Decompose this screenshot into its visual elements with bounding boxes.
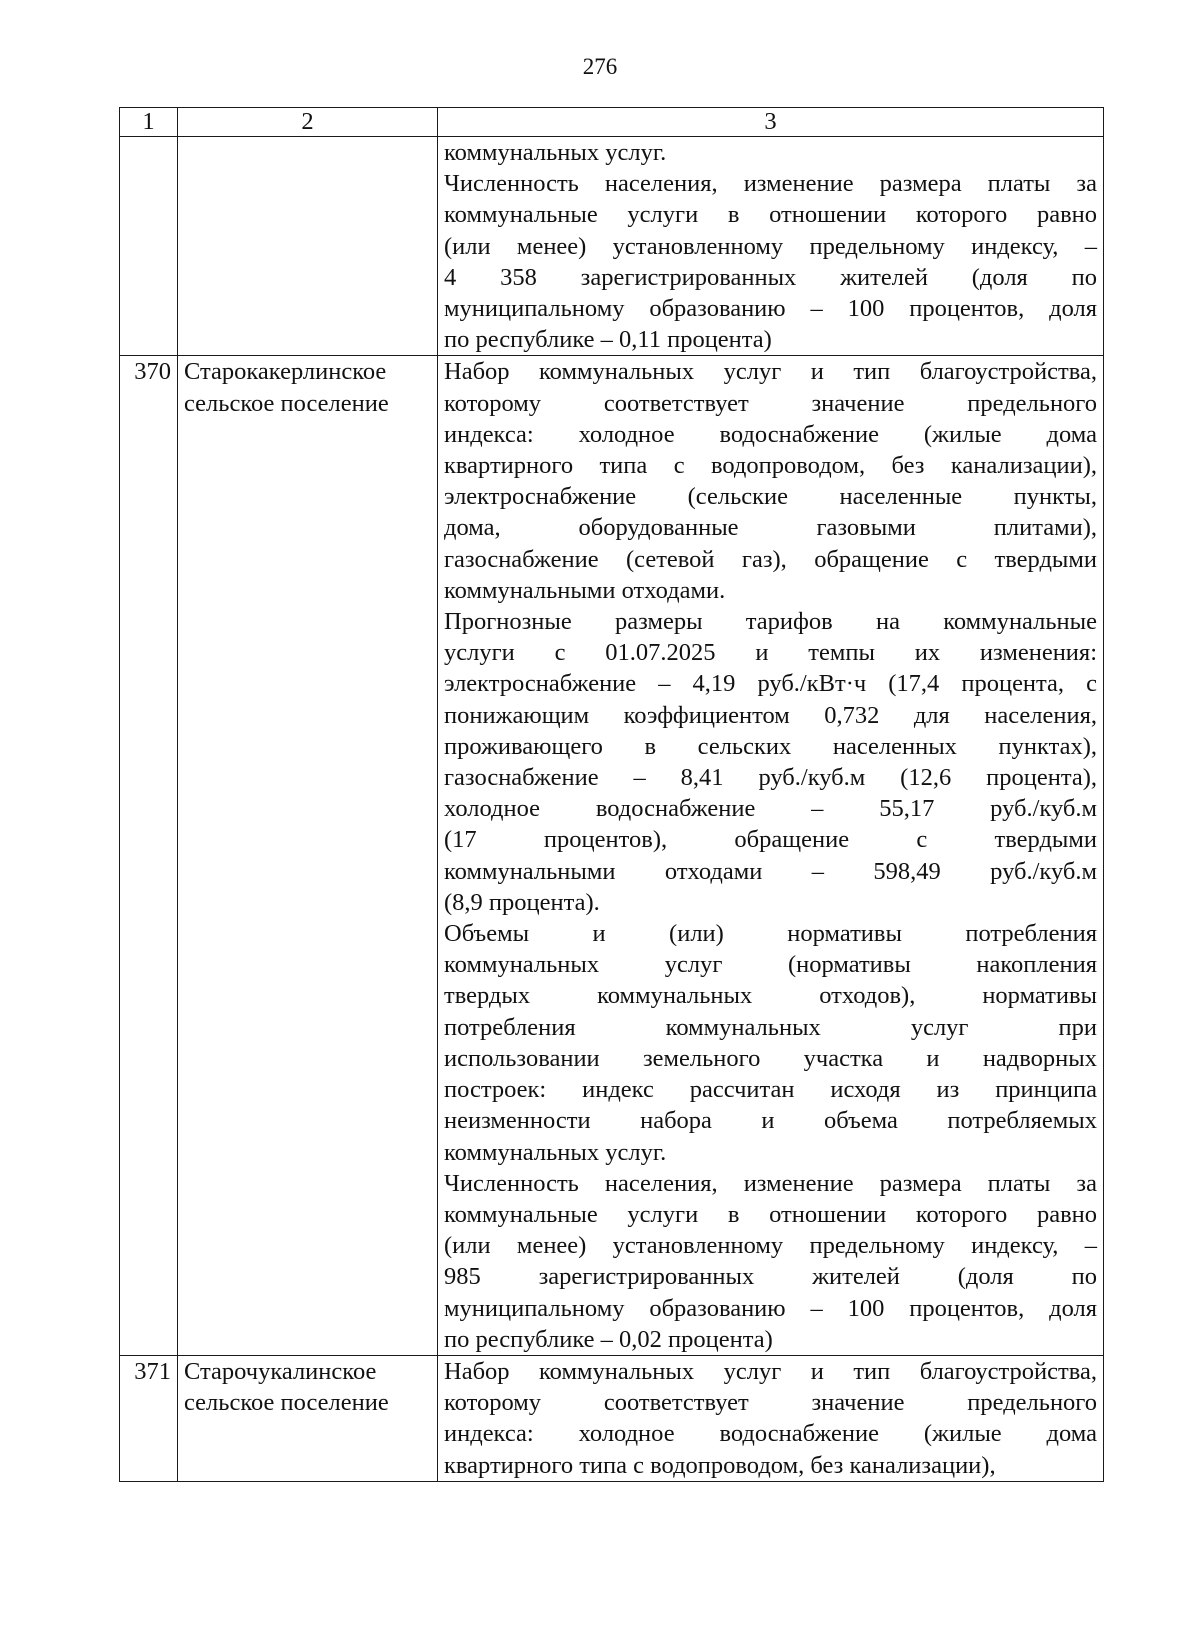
settlement-name: [178, 137, 438, 356]
description-paragraph: [444, 137, 1097, 168]
text-line: муниципальному образованию – 100 процентов, доля: [444, 295, 1097, 323]
text-line: 985 зарегистрированных жителей (доля по: [444, 1263, 1097, 1291]
text-line: электроснабжение (сельские населенные пункты,: [444, 483, 1097, 511]
description-paragraph: [444, 168, 1097, 355]
column-header-2: 2: [178, 108, 438, 137]
text-line: муниципальному образованию – 100 процентов, доля: [444, 1294, 1097, 1322]
description-paragraph: [444, 918, 1097, 1168]
row-number: [120, 137, 178, 356]
text-line: холодное водоснабжение – 55,17 руб./куб.м: [444, 795, 1097, 823]
text-line: Численность населения, изменение размера платы за: [444, 170, 1097, 198]
text-line: (17 процентов), обращение с твердыми: [444, 826, 1097, 854]
text-line: газоснабжение (сетевой газ), обращение с твердыми: [444, 545, 1097, 573]
text-line: Численность населения, изменение размера платы за: [444, 1169, 1097, 1197]
table-row: [120, 1355, 1104, 1481]
page-number: 276: [582, 54, 618, 79]
text-line: Объемы и (или) нормативы потребления: [444, 920, 1097, 948]
text-line: электроснабжение – 4,19 руб./кВт·ч (17,4 процента, с: [444, 670, 1097, 698]
description-cell: [438, 356, 1104, 1356]
table-row: [120, 137, 1104, 356]
text-line: квартирного типа с водопроводом, без канализации),: [444, 452, 1097, 480]
text-line: твердых коммунальных отходов), нормативы: [444, 982, 1097, 1010]
text-line: которому соответствует значение предельного: [444, 389, 1097, 417]
text-line: коммунальные услуги в отношении которого равно: [444, 201, 1097, 229]
text-line: коммунальные услуги в отношении которого равно: [444, 1200, 1097, 1228]
text-line: газоснабжение – 8,41 руб./куб.м (12,6 процента),: [444, 764, 1097, 792]
settlement-name: [178, 356, 438, 1356]
text-line: (8,9 процента).: [444, 888, 600, 916]
text-line: которому соответствует значение предельного: [444, 1389, 1097, 1417]
text-line: понижающим коэффициентом 0,732 для населения,: [444, 701, 1097, 729]
text-line: проживающего в сельских населенных пунктах),: [444, 732, 1097, 760]
text-line: услуги с 01.07.2025 и темпы их изменения:: [444, 639, 1097, 667]
description-paragraph: [444, 606, 1097, 918]
table-row: [120, 356, 1104, 1356]
text-line: (или менее) установленному предельному индексу, –: [444, 1232, 1097, 1260]
description-paragraph: [444, 1168, 1097, 1355]
description-cell: [438, 1355, 1104, 1481]
settlement-name-line: сельское поселение: [184, 389, 389, 417]
description-paragraph: [444, 1356, 1097, 1481]
text-line: коммунальными отходами.: [444, 576, 726, 604]
text-line: индекса: холодное водоснабжение (жилые дома: [444, 1420, 1097, 1448]
text-line: Прогнозные размеры тарифов на коммунальные: [444, 608, 1097, 636]
table-header-row: [120, 108, 1104, 137]
row-number: 370: [120, 356, 178, 1356]
settlement-name-line: Старочукалинское: [184, 1357, 377, 1385]
text-line: коммунальными отходами – 598,49 руб./куб.м: [444, 857, 1097, 885]
text-line: (или менее) установленному предельному индексу, –: [444, 232, 1097, 260]
document-table: [119, 107, 1104, 1482]
text-line: потребления коммунальных услуг при: [444, 1013, 1097, 1041]
text-line: коммунальных услуг.: [444, 1138, 667, 1166]
text-line: неизменности набора и объема потребляемых: [444, 1107, 1097, 1135]
text-line: Набор коммунальных услуг и тип благоустройства,: [444, 358, 1097, 386]
text-line: по республике – 0,02 процента): [444, 1325, 773, 1353]
text-line: дома, оборудованные газовыми плитами),: [444, 514, 1097, 542]
text-line: 4 358 зарегистрированных жителей (доля по: [444, 263, 1097, 291]
column-header-1: 1: [120, 108, 178, 137]
settlement-name: [178, 1355, 438, 1481]
description-paragraph: [444, 356, 1097, 606]
text-line: построек: индекс рассчитан исходя из принципа: [444, 1076, 1097, 1104]
settlement-name-line: сельское поселение: [184, 1389, 389, 1417]
description-cell: [438, 137, 1104, 356]
table-body: [120, 137, 1104, 1482]
text-line: коммунальных услуг (нормативы накопления: [444, 951, 1097, 979]
text-line: использовании земельного участка и надворных: [444, 1044, 1097, 1072]
text-line: коммунальных услуг.: [444, 139, 667, 166]
row-number: 371: [120, 1355, 178, 1481]
text-line: Набор коммунальных услуг и тип благоустройства,: [444, 1357, 1097, 1385]
settlement-name-line: Старокакерлинское: [184, 358, 387, 386]
column-header-3: 3: [438, 108, 1104, 137]
text-line: индекса: холодное водоснабжение (жилые дома: [444, 420, 1097, 448]
text-line: по республике – 0,11 процента): [444, 326, 772, 354]
text-line: квартирного типа с водопроводом, без канализации),: [444, 1451, 996, 1479]
